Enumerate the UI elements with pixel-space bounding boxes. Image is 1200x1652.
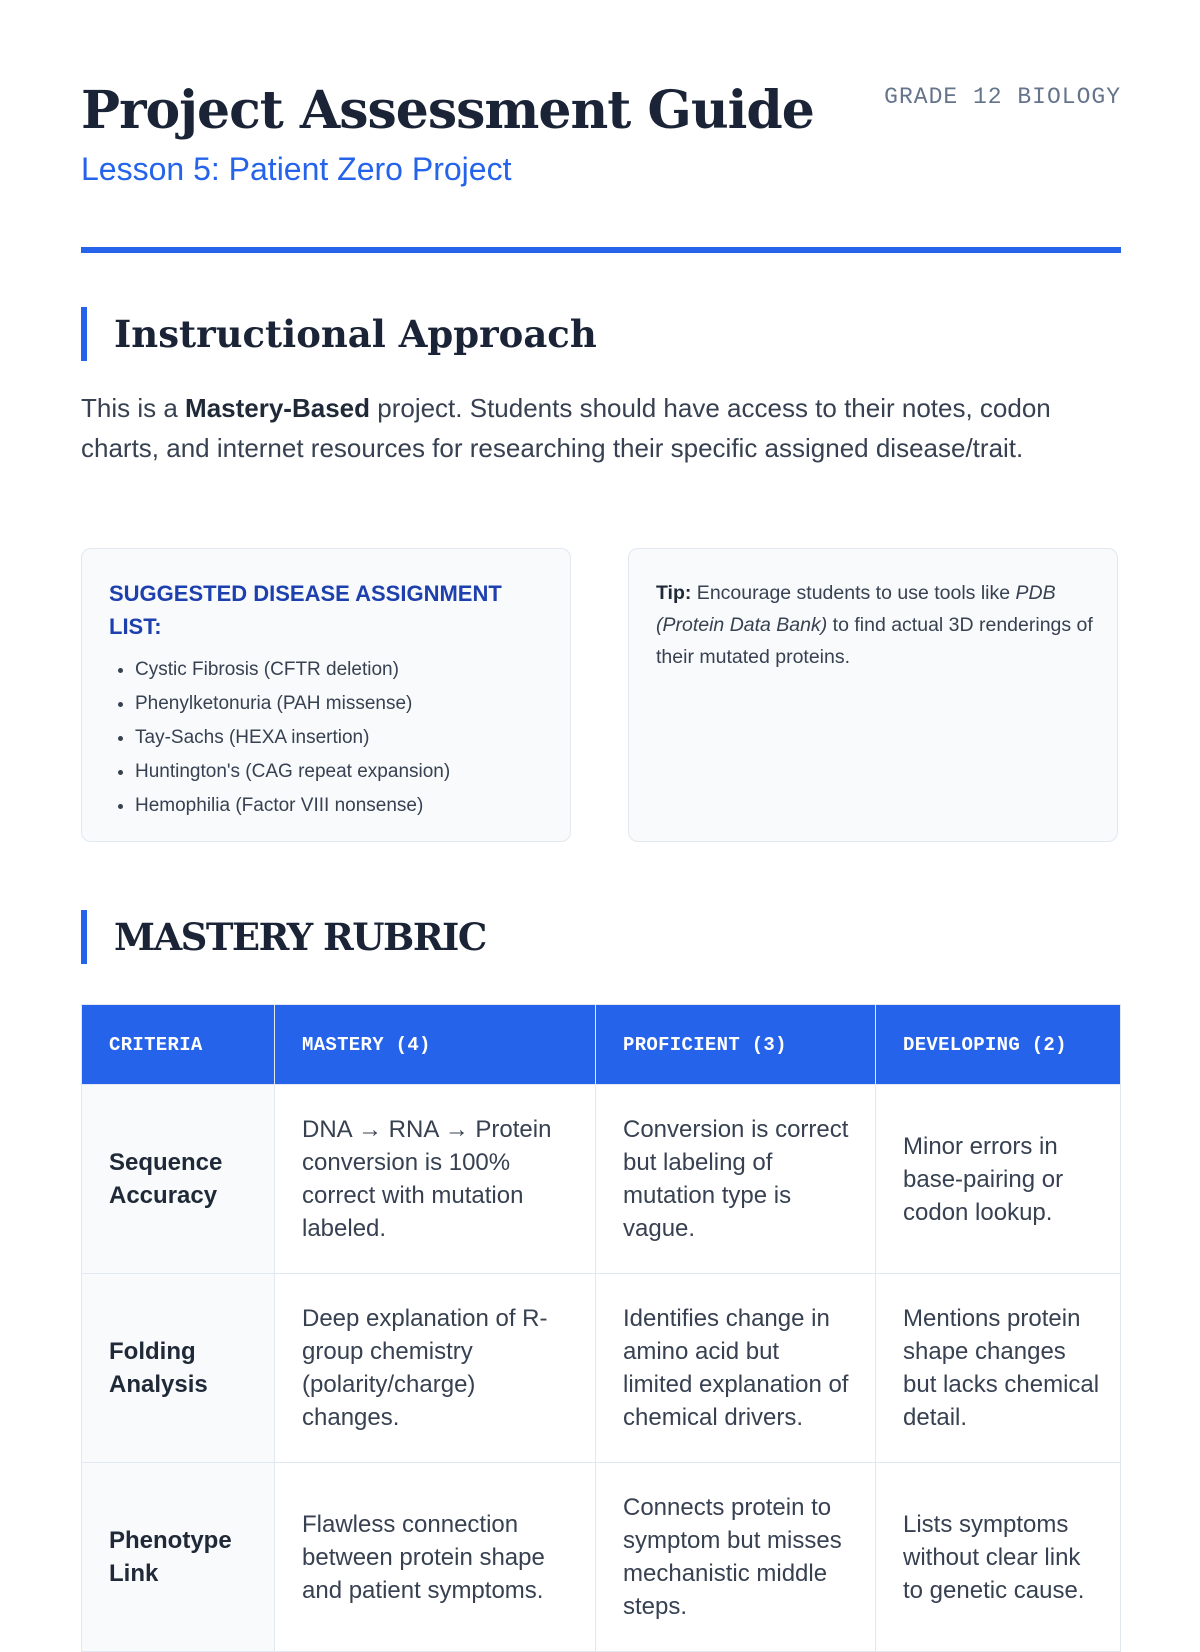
disease-assignment-card: [81, 548, 571, 842]
header-divider: [81, 247, 1121, 253]
tip-text-after: to find actual 3D renderings of their mutated proteins.: [656, 614, 1093, 668]
heading-accent-bar: [81, 307, 87, 361]
criteria-cell: Phenotype Link: [82, 1463, 275, 1652]
list-item: • Tay-Sachs (HEXA insertion): [135, 721, 450, 755]
criteria-cell: Sequence Accuracy: [82, 1085, 275, 1274]
list-item: • Phenylketonuria (PAH missense): [135, 687, 450, 721]
table-row: [82, 1274, 1121, 1463]
mastery-cell: Deep explanation of R-group chemistry (polarity/charge) changes.: [275, 1274, 596, 1463]
approach-section-heading: [81, 307, 597, 361]
column-header-mastery: MASTERY (4): [275, 1005, 596, 1085]
assessment-guide-page: [81, 0, 1121, 1620]
rubric-heading: MASTERY RUBRIC: [114, 915, 486, 959]
proficient-cell: Identifies change in amino acid but limited explanation of chemical drivers.: [596, 1274, 876, 1463]
mastery-cell: DNA → RNA → Protein conversion is 100% correct with mutation labeled.: [275, 1085, 596, 1274]
intro-prefix: This is a: [81, 393, 186, 423]
mastery-rubric-table: [81, 1004, 1121, 1652]
tip-text-before: Encourage students to use tools like: [691, 582, 1016, 604]
approach-intro: [81, 388, 1091, 468]
proficient-cell: Connects protein to symptom but misses mechanistic middle steps.: [596, 1463, 876, 1652]
tip-italic: PDB (Protein Data Bank): [656, 582, 1056, 636]
assignment-card-title: SUGGESTED DISEASE ASSIGNMENT LIST:: [109, 581, 502, 639]
tip-card: [628, 548, 1118, 842]
developing-cell: Lists symptoms without clear link to genetic cause.: [876, 1463, 1121, 1652]
lesson-subtitle: Lesson 5: Patient Zero Project: [81, 151, 512, 187]
proficient-cell: Conversion is correct but labeling of mutation type is vague.: [596, 1085, 876, 1274]
tip-text: [656, 577, 1096, 673]
grade-label: GRADE 12 BIOLOGY: [884, 84, 1121, 110]
page-title: Project Assessment Guide: [81, 80, 814, 141]
list-item: • Cystic Fibrosis (CFTR deletion): [135, 653, 450, 687]
rubric-section-heading: [81, 910, 486, 964]
list-item: • Huntington's (CAG repeat expansion): [135, 755, 450, 789]
table-header-row: [82, 1005, 1121, 1085]
developing-cell: Mentions protein shape changes but lacks chemical detail.: [876, 1274, 1121, 1463]
column-header-developing: DEVELOPING (2): [876, 1005, 1121, 1085]
approach-heading: Instructional Approach: [114, 312, 597, 356]
list-item: • Hemophilia (Factor VIII nonsense): [135, 789, 450, 823]
table-row: [82, 1085, 1121, 1274]
criteria-cell: Folding Analysis: [82, 1274, 275, 1463]
intro-rest: project. Students should have access to their notes, codon charts, and internet resources for researching their specific assigned disease/trait.: [81, 393, 1051, 463]
intro-bold: Mastery-Based: [185, 393, 371, 423]
column-header-proficient: PROFICIENT (3): [596, 1005, 876, 1085]
column-header-criteria: CRITERIA: [82, 1005, 275, 1085]
developing-cell: Minor errors in base-pairing or codon lookup.: [876, 1085, 1121, 1274]
heading-accent-bar: [81, 910, 87, 964]
tip-label: Tip:: [656, 582, 692, 604]
disease-list: [109, 653, 450, 823]
page-header: [81, 0, 1121, 255]
table-row: [82, 1463, 1121, 1652]
mastery-cell: Flawless connection between protein shape and patient symptoms.: [275, 1463, 596, 1652]
